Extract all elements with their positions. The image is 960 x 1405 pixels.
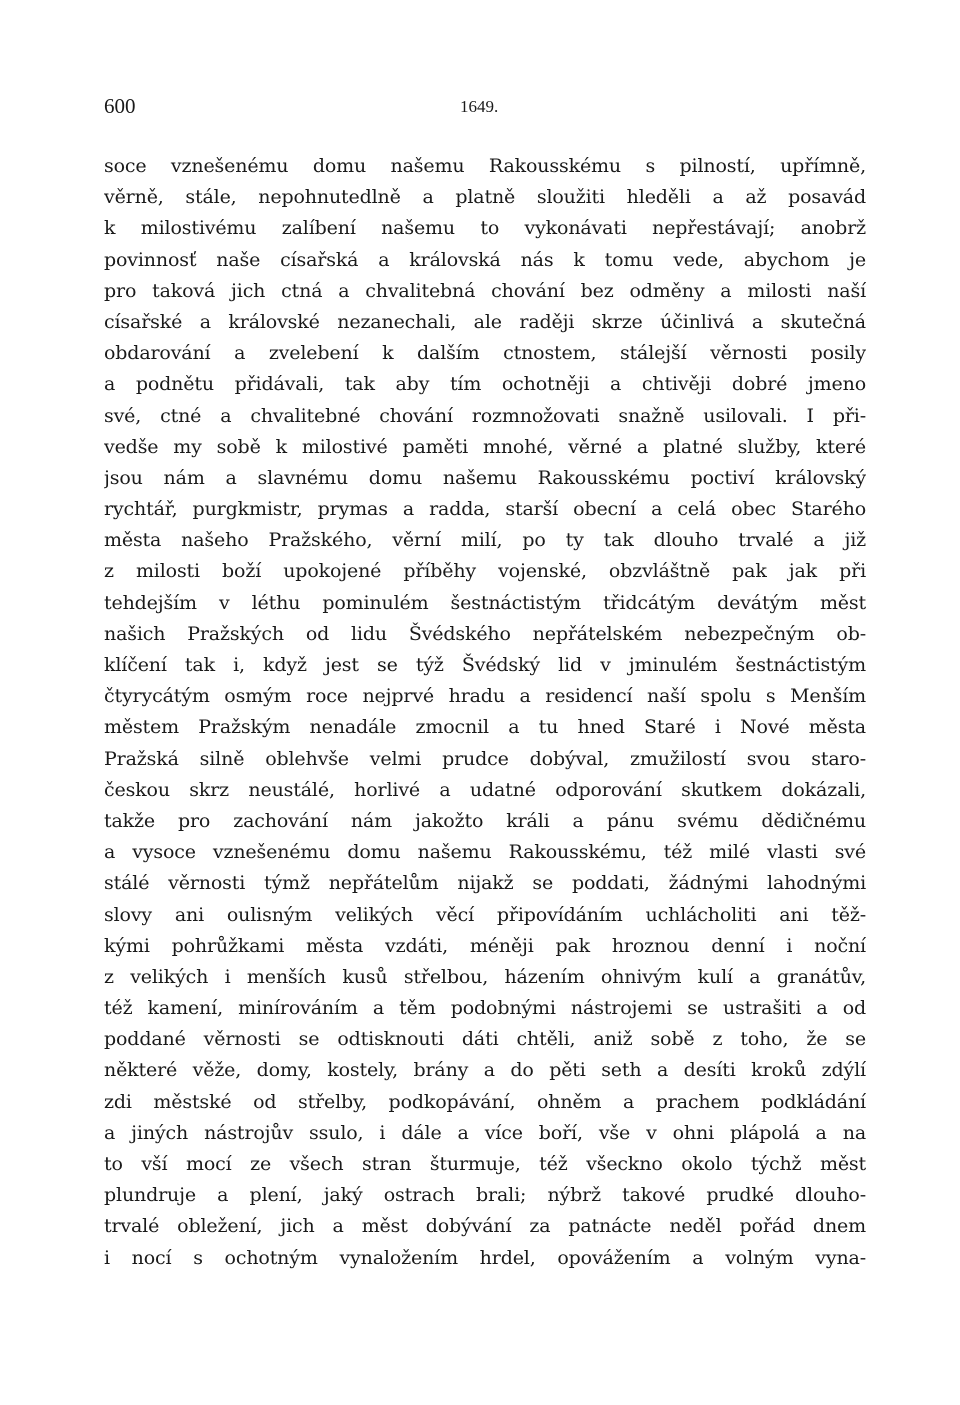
- text-line: klíčení tak i, když jest se týž Švédský lid v jminulém šestnáctistým: [104, 654, 866, 676]
- text-line: císařské a královské nezanechali, ale raději skrze účinlivá a skutečná: [104, 310, 866, 333]
- text-line: též kamení, minírováním a těm podobnými nástrojemi se ustrašiti a od: [104, 997, 866, 1020]
- text-line: i nocí s ochotným vynaložením hrdel, opovážením a volným vyna-: [104, 1246, 866, 1269]
- text-line: našich Pražských od lidu Švédského nepřátelském nebezpečným ob-: [104, 622, 866, 645]
- text-line: to vší mocí ze všech stran šturmuje, též všeckno okolo týchž měst: [104, 1153, 866, 1175]
- text-line: některé věže, domy, kostely, brány a do pěti seth a desíti kroků zdýlí: [104, 1059, 866, 1082]
- text-line: obdarování a zvelebení k dalším ctnostem, stálejší věrnosti posily: [104, 342, 866, 365]
- text-line: poddané věrnosti se odtisknouti dáti chtěli, aniž sobě z toho, že se: [104, 1028, 866, 1051]
- text-line: stálé věrnosti týmž nepřátelům nijakž se poddati, žádnými lahodnými: [104, 872, 866, 895]
- text-line: města našeho Pražského, věrní milí, po ty tak dlouho trvalé a již: [104, 529, 866, 552]
- text-line: z velikých i menších kusů střelbou, házením ohnivým kulí a granátův,: [104, 965, 866, 988]
- text-line: a jiných nástrojův ssulo, i dále a více boří, vše v ohni plápolá a na: [104, 1121, 866, 1144]
- text-line: a vysoce vznešenému domu našemu Rakousskému, též milé vlasti své: [104, 841, 866, 864]
- text-line: vedše my sobě k milostivé paměti mnohé, věrné a platné služby, které: [104, 435, 866, 458]
- page-header: [104, 92, 864, 122]
- text-line: věrně, stále, nepohnutedlně a platně sloužiti hleděli a až posavád: [104, 186, 866, 209]
- text-line: kými pohrůžkami města vzdáti, méněji pak hroznou denní i noční: [104, 934, 866, 957]
- text-line: Pražská silně oblehvše velmi prudce dobýval, zmužilostí svou staro-: [104, 747, 866, 770]
- text-line: a podnětu přidávali, tak aby tím ochotněji a chtivěji dobré jmeno: [104, 373, 866, 396]
- text-line: své, ctné a chvalitebné chování rozmnožovati snažně usilovali. I při-: [104, 404, 866, 427]
- text-line: rychtář, purgkmistr, prymas a radda, starší obecní a celá obec Starého: [104, 498, 866, 521]
- text-line: tehdejším v léthu pominulém šestnáctistým třidcátým devátým měst: [104, 591, 866, 614]
- running-head-year: 1649.: [460, 97, 499, 116]
- text-line: soce vznešenému domu našemu Rakousskému s pilností, upřímně,: [104, 155, 866, 177]
- text-line: jsou nám a slavnému domu našemu Rakousskému poctiví královský: [104, 466, 866, 489]
- text-line: trvalé obležení, jich a měst dobývání za patnácte neděl pořád dnem: [104, 1215, 866, 1238]
- text-line: povinnosť naše císařská a královská nás k tomu vede, abychom je: [104, 248, 866, 271]
- page-number: 600: [104, 94, 136, 118]
- text-line: městem Pražským nenadále zmocnil a tu hned Staré i Nové města: [104, 716, 866, 739]
- text-line: čtyrycátým osmým roce nejprvé hradu a residencí naší spolu s Menším: [104, 685, 866, 708]
- text-line: českou skrz neustálé, horlivé a udatné odporování skutkem dokázali,: [104, 778, 866, 801]
- text-line: plundruje a plení, jaký ostrach brali; nýbrž takové prudké dlouho-: [104, 1184, 866, 1207]
- text-line: slovy ani oulisným velikých věcí připovídáním uchlácholiti ani těž-: [104, 903, 866, 926]
- text-line: k milostivému zalíbení našemu to vykonávati nepřestávají; anobrž: [104, 217, 866, 240]
- text-line: pro taková jich ctná a chvalitebná chování bez odměny a milosti naší: [104, 279, 866, 302]
- text-line: z milosti boží upokojené příběhy vojenské, obzvláštně pak jak při: [104, 560, 866, 583]
- text-line: takže pro zachování nám jakožto králi a pánu svému dědičnému: [104, 809, 866, 832]
- text-line: zdi městské od střelby, podkopávání, ohněm a prachem podkládání: [104, 1090, 866, 1113]
- body-text: [104, 151, 866, 1274]
